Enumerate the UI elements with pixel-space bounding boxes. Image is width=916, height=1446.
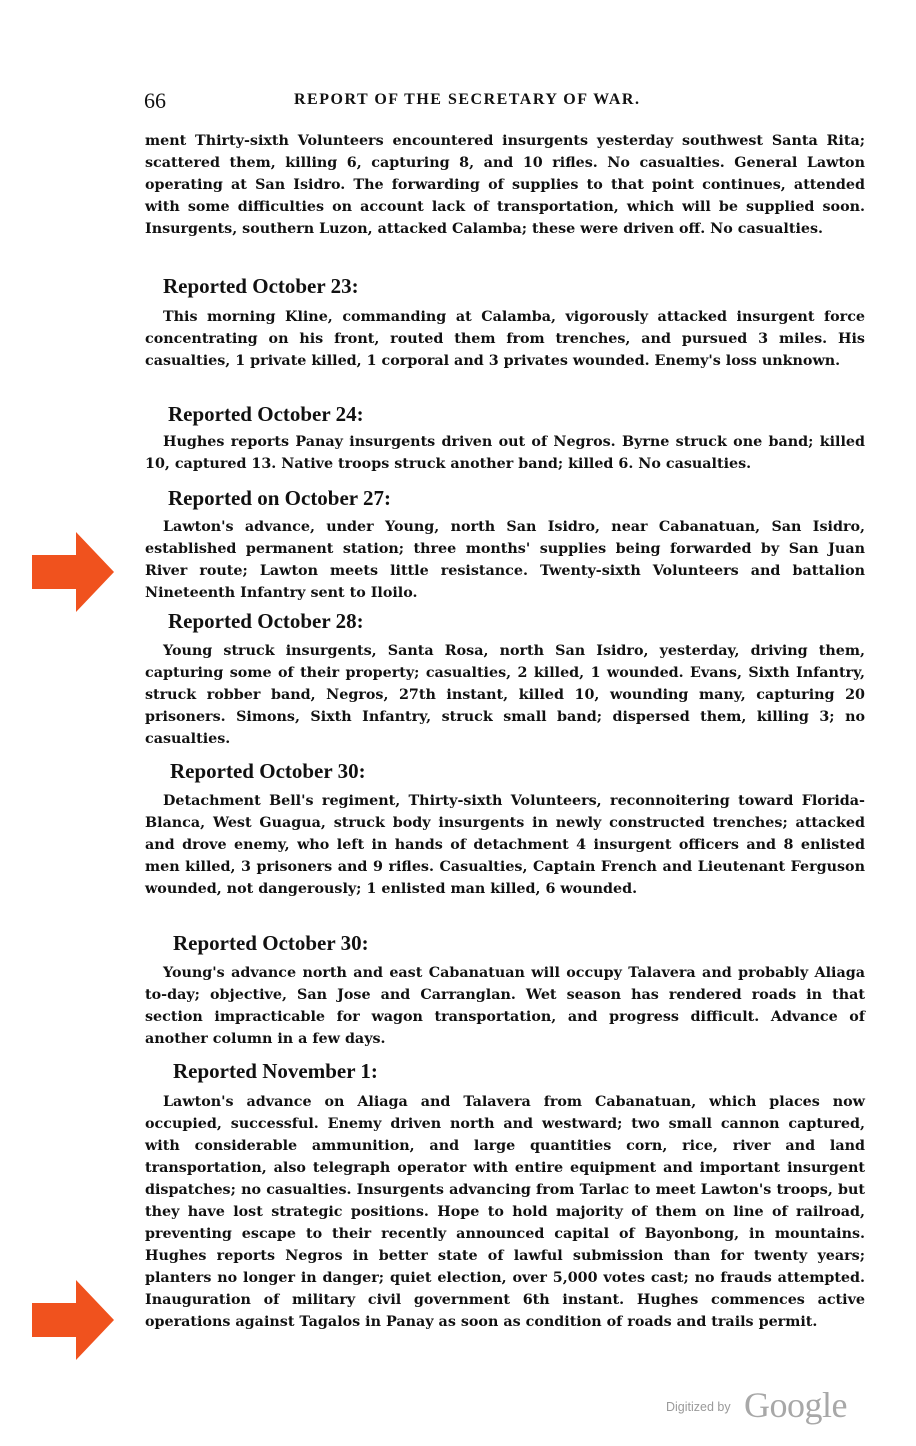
section-heading: Reported October 30:	[173, 931, 369, 955]
running-title: REPORT OF THE SECRETARY OF WAR.	[294, 91, 641, 108]
section-text: Young's advance north and east Cabanatuan will occupy Talavera and probably Aliaga to-day; objective, San Jose and Carranglan. Wet season has rendered roads in that section impracticable for wagon transportation, and progress difficult. Advance of another column in a few days.	[145, 965, 865, 1047]
section-heading: Reported on October 27:	[168, 486, 391, 510]
section-text: This morning Kline, commanding at Calamba, vigorously attacked insurgent force concentrating on his front, routed them from trenches, and pursued 3 miles. His casualties, 1 private killed, 1 corporal and 3 privates wounded. Enemy's loss unknown.	[145, 309, 865, 369]
page-header	[144, 88, 864, 116]
opening-paragraph: ment Thirty-sixth Volunteers encountered insurgents yesterday southwest Santa Rita; scattered them, killing 6, capturing 8, and 10 rifles. No casualties. General Lawton operating at San Isidro. The forwarding of supplies to that point continues, attended with some difficulties on account lack of transportation, which will be supplied soon. Insurgents, southern Luzon, attacked Calamba; these were driven off. No casualties.	[145, 133, 865, 237]
section-text: Young struck insurgents, Santa Rosa, north San Isidro, yesterday, driving them, capturing some of their property; casualties, 2 killed, 1 wounded. Evans, Sixth Infantry, struck robber band, Negros, 27th instant, killed 10, wounding many, capturing 20 prisoners. Simons, Sixth Infantry, struck small band; dispersed them, killing 3; no casualties.	[145, 643, 865, 747]
section-text: Lawton's advance on Aliaga and Talavera from Cabanatuan, which places now occupied, successful. Enemy driven north and westward; two small cannon captured, with considerable ammunition, and large quantities corn, rice, river and land transportation, also telegraph operator with entire equipment and important insurgent dispatches; no casualties. Insurgents advancing from Tarlac to meet Lawton's troops, but they have lost strategic positions. Hope to hold majority of them on line of railroad, preventing escape to their recently announced capital of Bayonbong, in mountains. Hughes reports Negros in better state of lawful submission than for twenty years; planters no longer in danger; quiet election, over 5,000 votes cast; no frauds attempted. Inauguration of military civil government 6th instant. Hughes commences active operations against Tagalos in Panay as soon as condition of roads and trails permit.	[145, 1094, 865, 1330]
annotation-arrow-icon	[32, 1280, 114, 1360]
page-number: 66	[144, 88, 166, 113]
digitized-by-watermark	[666, 1384, 866, 1424]
annotation-arrow-icon	[32, 532, 114, 612]
section-heading: Reported October 30:	[170, 759, 366, 783]
section-heading: Reported November 1:	[173, 1059, 378, 1083]
google-logo: Google	[744, 1385, 847, 1425]
digitized-label: Digitized by	[666, 1400, 731, 1414]
section-heading: Reported October 24:	[168, 402, 364, 426]
section-heading: Reported October 28:	[168, 609, 364, 633]
section-text: Hughes reports Panay insurgents driven out of Negros. Byrne struck one band; killed 10, captured 13. Native troops struck another band; killed 6. No casualties.	[145, 434, 865, 472]
section-heading: Reported October 23:	[163, 274, 359, 298]
section-text: Lawton's advance, under Young, north San Isidro, near Cabanatuan, San Isidro, established permanent station; three months' supplies being forwarded by San Juan River route; Lawton meets little resistance. Twenty-sixth Volunteers and battalion Nineteenth Infantry sent to Iloilo.	[145, 519, 865, 601]
section-text: Detachment Bell's regiment, Thirty-sixth Volunteers, reconnoitering toward Florida-Blanca, West Guagua, struck body insurgents in newly constructed trenches; attacked and drove enemy, who left in hands of detachment 4 insurgent officers and 8 enlisted men killed, 3 prisoners and 9 rifles. Casualties, Captain French and Lieutenant Ferguson wounded, not dangerously; 1 enlisted man killed, 6 wounded.	[145, 793, 865, 897]
